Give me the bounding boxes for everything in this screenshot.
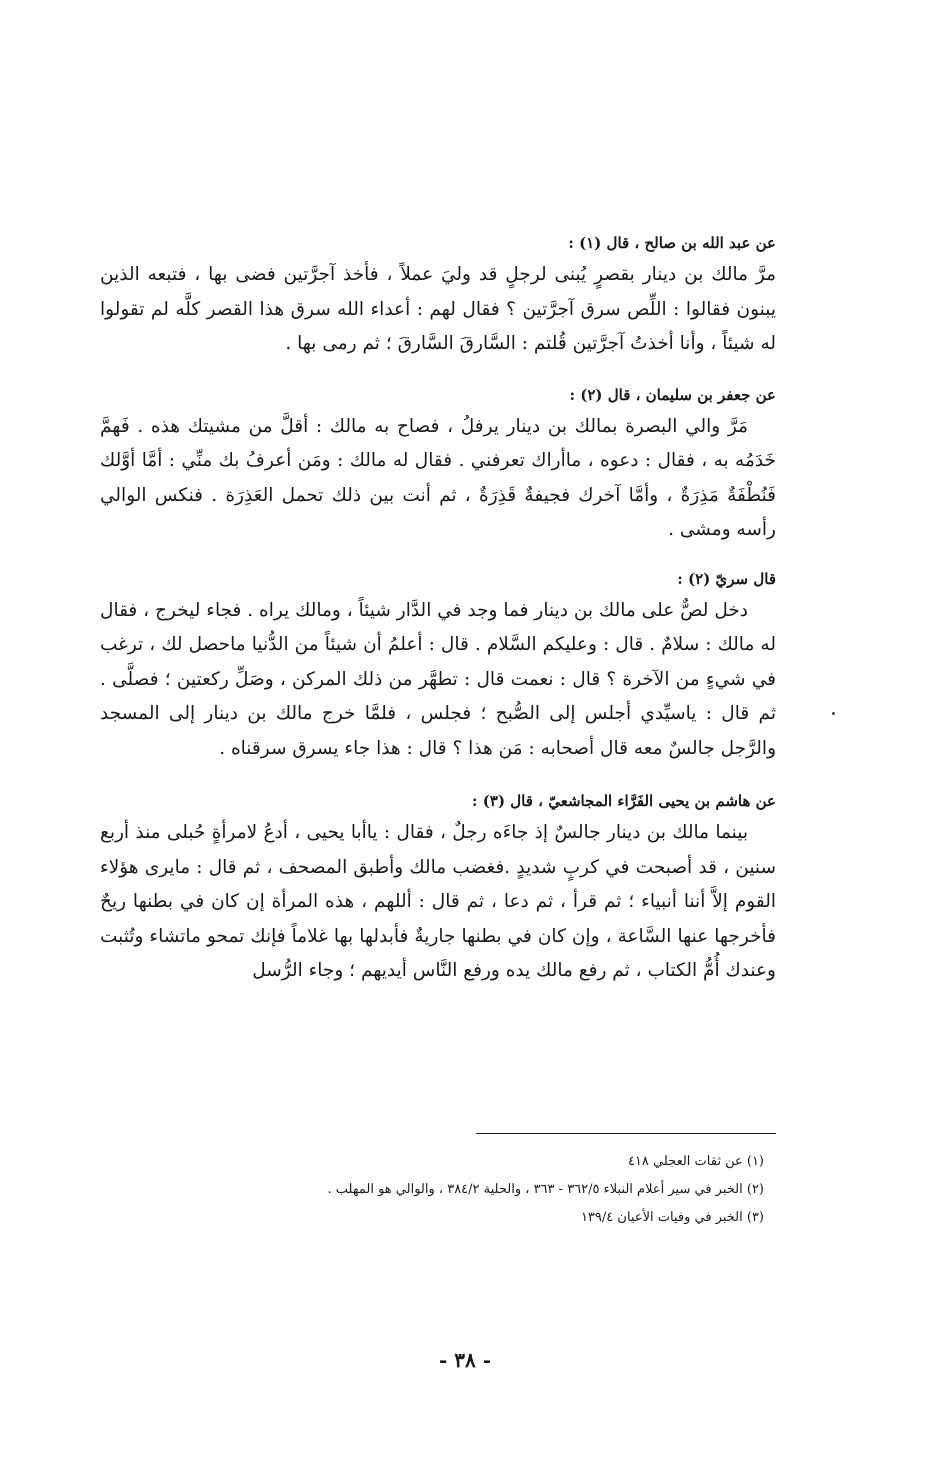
- footnote-divider: [476, 1133, 776, 1134]
- paragraph-1: مرَّ مالك بن دينار بقصرٍ يُبنى لرجلٍ قد وليَ عملاً ، فأخذ آجرَّتين فضى بها ، فتبعه الذين يبنون فقالوا : اللِّص سرق آجرَّتين ؟ فقال لهم : أعداء الله سرق هذا القصر كلَّه لم تقولوا له شيئاً ، وأنا أخذتُ آجرَّتين قُلتم : السَّارقَ السَّارقَ ؛ ثم رمى بها .: [100, 264, 776, 354]
- footnote-3: (٣) الخبر في وفيات الأعيان ١٣٩/٤: [580, 1210, 764, 1225]
- page-number: - ٣٨ -: [438, 1348, 491, 1372]
- narrator-heading-2: عن جعفر بن سليمان ، قال (٢) :: [569, 385, 776, 404]
- footnote-2: (٢) الخبر في سير أعلام النبلاء ٣٦٢/٥ - ٣٦٣ ، والحلية ٣٨٤/٢ ، والوالي هو المهلب .: [327, 1182, 764, 1197]
- paragraph-3: دخل لصٌّ على مالك بن دينار فما وجد في الدَّار شيئاً ، ومالك يراه . فجاء ليخرج ، فقال له مالك : سلامٌ . قال : وعليكم السَّلام . قال : أعلمُ أن شيئاً من الدُّنيا ماحصل لك ، ترغب في شيءٍ من الآخرة ؟ قال : نعمت قال : تطهَّر من ذلك المركن ، وصَلِّ ركعتين ؛ فصلَّى . ثم قال : ياسيِّدي أجلس إلى الصُّبح ؛ فجلس ، فلمَّا خرج مالك بن دينار إلى المسجد والرَّجل جالسٌ معه قال أصحابه : مَن هذا ؟ قال : هذا جاء يسرق سرقناه .: [100, 599, 776, 759]
- narrator-heading-4: عن هاشم بن يحيى الفَرَّاء المجاشعيّ ، قال (٣) :: [472, 792, 776, 810]
- main-text: [100, 232, 776, 989]
- footnotes: [164, 1148, 764, 1232]
- paragraph-2: مَرَّ والي البصرة بمالك بن دينار يرفلُ ، فصاح به مالك : أقلَّ من مشيتك هذه . فَهمَّ خَدَمُه به ، فقال : دعوه ، ماأراك تعرفني . فقال له مالك : ومَن أعرفُ بك منِّي : أمَّا أوَّلك فَنُطْفَةٌ مَذِرَةٌ ، وأمَّا آخرك فجيفةٌ قَذِرَةٌ ، ثم أنت بين ذلك تحمل العَذِرَة . فنكس الوالي رأسه ومشى .: [100, 415, 776, 540]
- footnote-1: (١) عن ثقات العجلي ٤١٨: [627, 1154, 764, 1169]
- narrator-heading-1: عن عبد الله بن صالح ، قال (١) :: [568, 234, 776, 252]
- margin-dot: [832, 712, 835, 715]
- narrator-heading-3: قال سريّ (٢) :: [677, 569, 776, 588]
- paragraph-4: بينما مالك بن دينار جالسٌ إذ جاءَه رجلٌ ، فقال : ياأبا يحيى ، أدعُ لامرأةٍ حُبلى منذ أربع سنين ، قد أصبحت في كربٍ شديدٍ .فغضب مالك وأطبق المصحف ، ثم قال : مايرى هؤلاء القوم إلاَّ أننا أنبياء ؛ ثم قرأ ، ثم دعا ، ثم قال : أللهم ، هذه المرأة إن كان في بطنها ريحٌ فأخرجها عنها السَّاعة ، وإن كان في بطنها جاريةٌ فأبدلها بها غلاماً فإنك تمحو ماتشاء وتُثبت وعندك أُمُّ الكتاب ، ثم رفع مالك يده ورفع النَّاس أيديهم ؛ وجاء الرُّسل: [100, 822, 776, 981]
